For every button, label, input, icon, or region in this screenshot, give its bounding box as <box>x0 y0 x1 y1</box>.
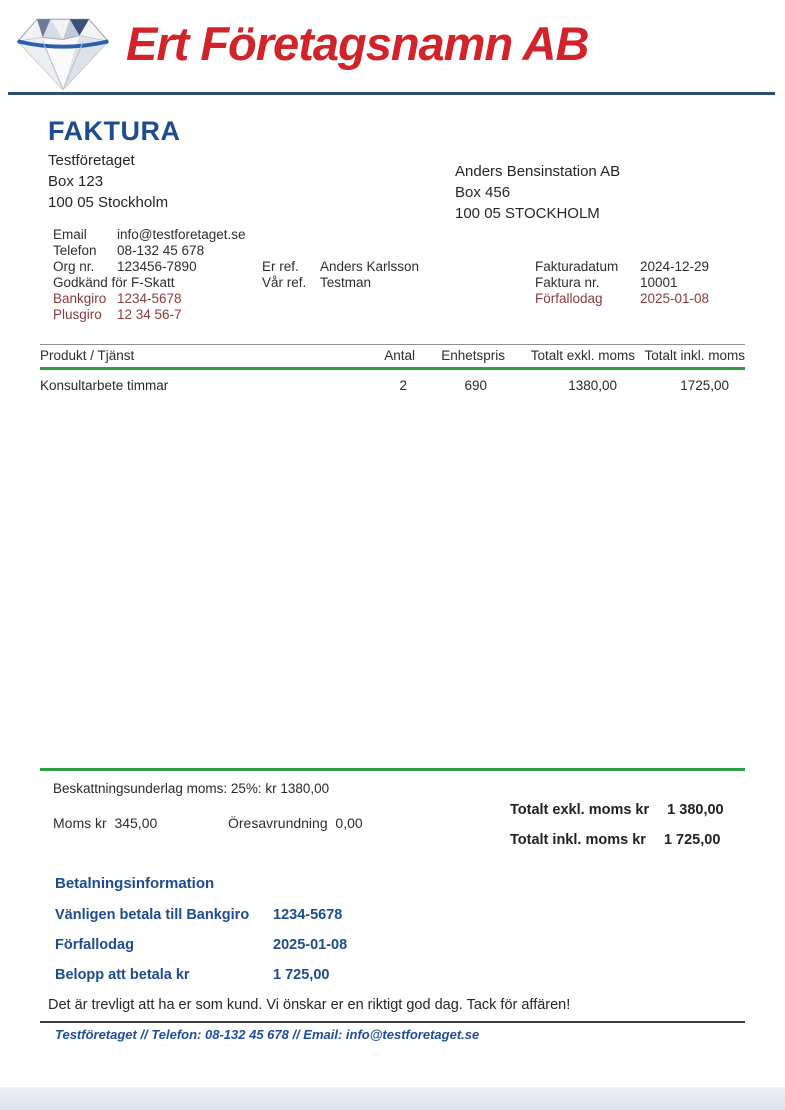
var-ref-value: Testman <box>320 275 372 290</box>
phone-label: Telefon <box>53 243 97 258</box>
sender-address <box>48 150 168 213</box>
item-total-incl: 1725,00 <box>680 378 729 393</box>
sender-line1: Box 123 <box>48 173 104 190</box>
total-incl-label: Totalt inkl. moms kr <box>510 832 646 848</box>
invoice-number-value: 10001 <box>640 275 678 290</box>
contact-email-row <box>53 227 273 243</box>
orgnr-value: 123456-7890 <box>117 259 197 274</box>
var-ref-row <box>262 275 482 291</box>
bankgiro-row <box>53 291 273 307</box>
item-quantity: 2 <box>399 378 407 393</box>
contact-phone-row <box>53 243 273 259</box>
payment-amount-value: 1 725,00 <box>273 967 330 983</box>
footer-contact-line: Testföretaget // Telefon: 08-132 45 678 // Email: info@testforetaget.se <box>55 1027 480 1042</box>
vat-amount-line <box>53 815 157 831</box>
sender-name: Testföretaget <box>48 152 135 169</box>
var-ref-label: Vår ref. <box>262 275 307 290</box>
item-product: Konsultarbete timmar <box>40 378 169 393</box>
diamond-logo-icon <box>10 12 116 92</box>
er-ref-label: Er ref. <box>262 259 299 274</box>
col-unit-price: Enhetspris <box>415 345 505 369</box>
invoice-date-label: Fakturadatum <box>535 259 619 274</box>
recipient-line2: 100 05 STOCKHOLM <box>455 205 600 222</box>
col-total-excl: Totalt exkl. moms <box>505 345 635 369</box>
recipient-name: Anders Bensinstation AB <box>455 163 621 180</box>
totals-top-rule <box>40 768 745 771</box>
total-incl-value: 1 725,00 <box>663 832 721 848</box>
col-product: Produkt / Tjänst <box>40 345 345 369</box>
due-date-value: 2025-01-08 <box>640 291 710 306</box>
due-date-label: Förfallodag <box>535 291 603 306</box>
total-excl-label: Totalt exkl. moms kr <box>510 802 650 818</box>
invoice-number-label: Faktura nr. <box>535 275 600 290</box>
plusgiro-label: Plusgiro <box>53 307 102 322</box>
col-total-incl: Totalt inkl. moms <box>635 345 745 369</box>
item-total-excl: 1380,00 <box>568 378 617 393</box>
document-title: FAKTURA <box>48 116 181 146</box>
invoice-date-value: 2024-12-29 <box>640 259 710 274</box>
payment-due-date-row <box>55 937 348 953</box>
items-header-row <box>40 345 745 369</box>
footer-rule <box>40 1021 745 1023</box>
recipient-line1: Box 456 <box>455 184 511 201</box>
plusgiro-value: 12 34 56-7 <box>117 307 182 322</box>
total-excl-line <box>510 802 724 818</box>
item-unit-price: 690 <box>464 378 487 393</box>
rounding-label: Öresavrundning <box>228 815 328 831</box>
rounding-line <box>228 815 363 831</box>
phone-value: 08-132 45 678 <box>117 243 205 258</box>
total-excl-value: 1 380,00 <box>667 802 724 818</box>
er-ref-value: Anders Karlsson <box>320 259 420 274</box>
contact-details <box>53 227 273 323</box>
orgnr-row <box>53 259 273 275</box>
fskatt-row <box>53 275 273 291</box>
invoice-meta <box>535 259 765 307</box>
payment-due-date-value: 2025-01-08 <box>273 937 348 953</box>
fskatt-label: Godkänd för F-Skatt <box>53 275 175 290</box>
email-label: Email <box>53 227 87 242</box>
table-row <box>40 369 745 396</box>
payment-information <box>55 875 675 983</box>
tax-basis-text: Beskattningsunderlag moms: 25%: kr 1380,00 <box>53 781 330 796</box>
sender-line2: 100 05 Stockholm <box>48 194 169 211</box>
due-date-row <box>535 291 765 307</box>
items-table <box>40 344 745 395</box>
header-rule <box>8 92 775 95</box>
invoice-date-row <box>535 259 765 275</box>
payment-bankgiro-value: 1234-5678 <box>273 907 343 923</box>
payment-amount-label: Belopp att betala kr <box>55 967 190 983</box>
vat-label: Moms kr <box>53 815 107 831</box>
col-quantity: Antal <box>345 345 415 369</box>
rounding-value: 0,00 <box>335 815 363 831</box>
plusgiro-row <box>53 307 273 323</box>
payment-due-date-label: Förfallodag <box>55 937 134 953</box>
total-incl-line <box>510 832 720 848</box>
orgnr-label: Org nr. <box>53 259 95 274</box>
closing-message: Det är trevligt att ha er som kund. Vi önskar er en riktigt god dag. Tack för affären! <box>48 997 571 1013</box>
payment-bankgiro-label: Vänligen betala till Bankgiro <box>55 907 250 923</box>
recipient-address <box>455 161 620 224</box>
payment-bankgiro-row <box>55 907 343 923</box>
bankgiro-value: 1234-5678 <box>117 291 182 306</box>
company-title: Ert Företagsnamn AB <box>126 17 589 70</box>
bankgiro-label: Bankgiro <box>53 291 107 306</box>
er-ref-row <box>262 259 482 275</box>
bottom-band <box>0 1087 785 1110</box>
invoice-number-row <box>535 275 765 291</box>
vat-value: 345,00 <box>114 815 158 831</box>
email-value: info@testforetaget.se <box>117 227 246 242</box>
payment-amount-row <box>55 967 330 983</box>
references <box>262 259 482 291</box>
payment-heading: Betalningsinformation <box>55 875 215 892</box>
